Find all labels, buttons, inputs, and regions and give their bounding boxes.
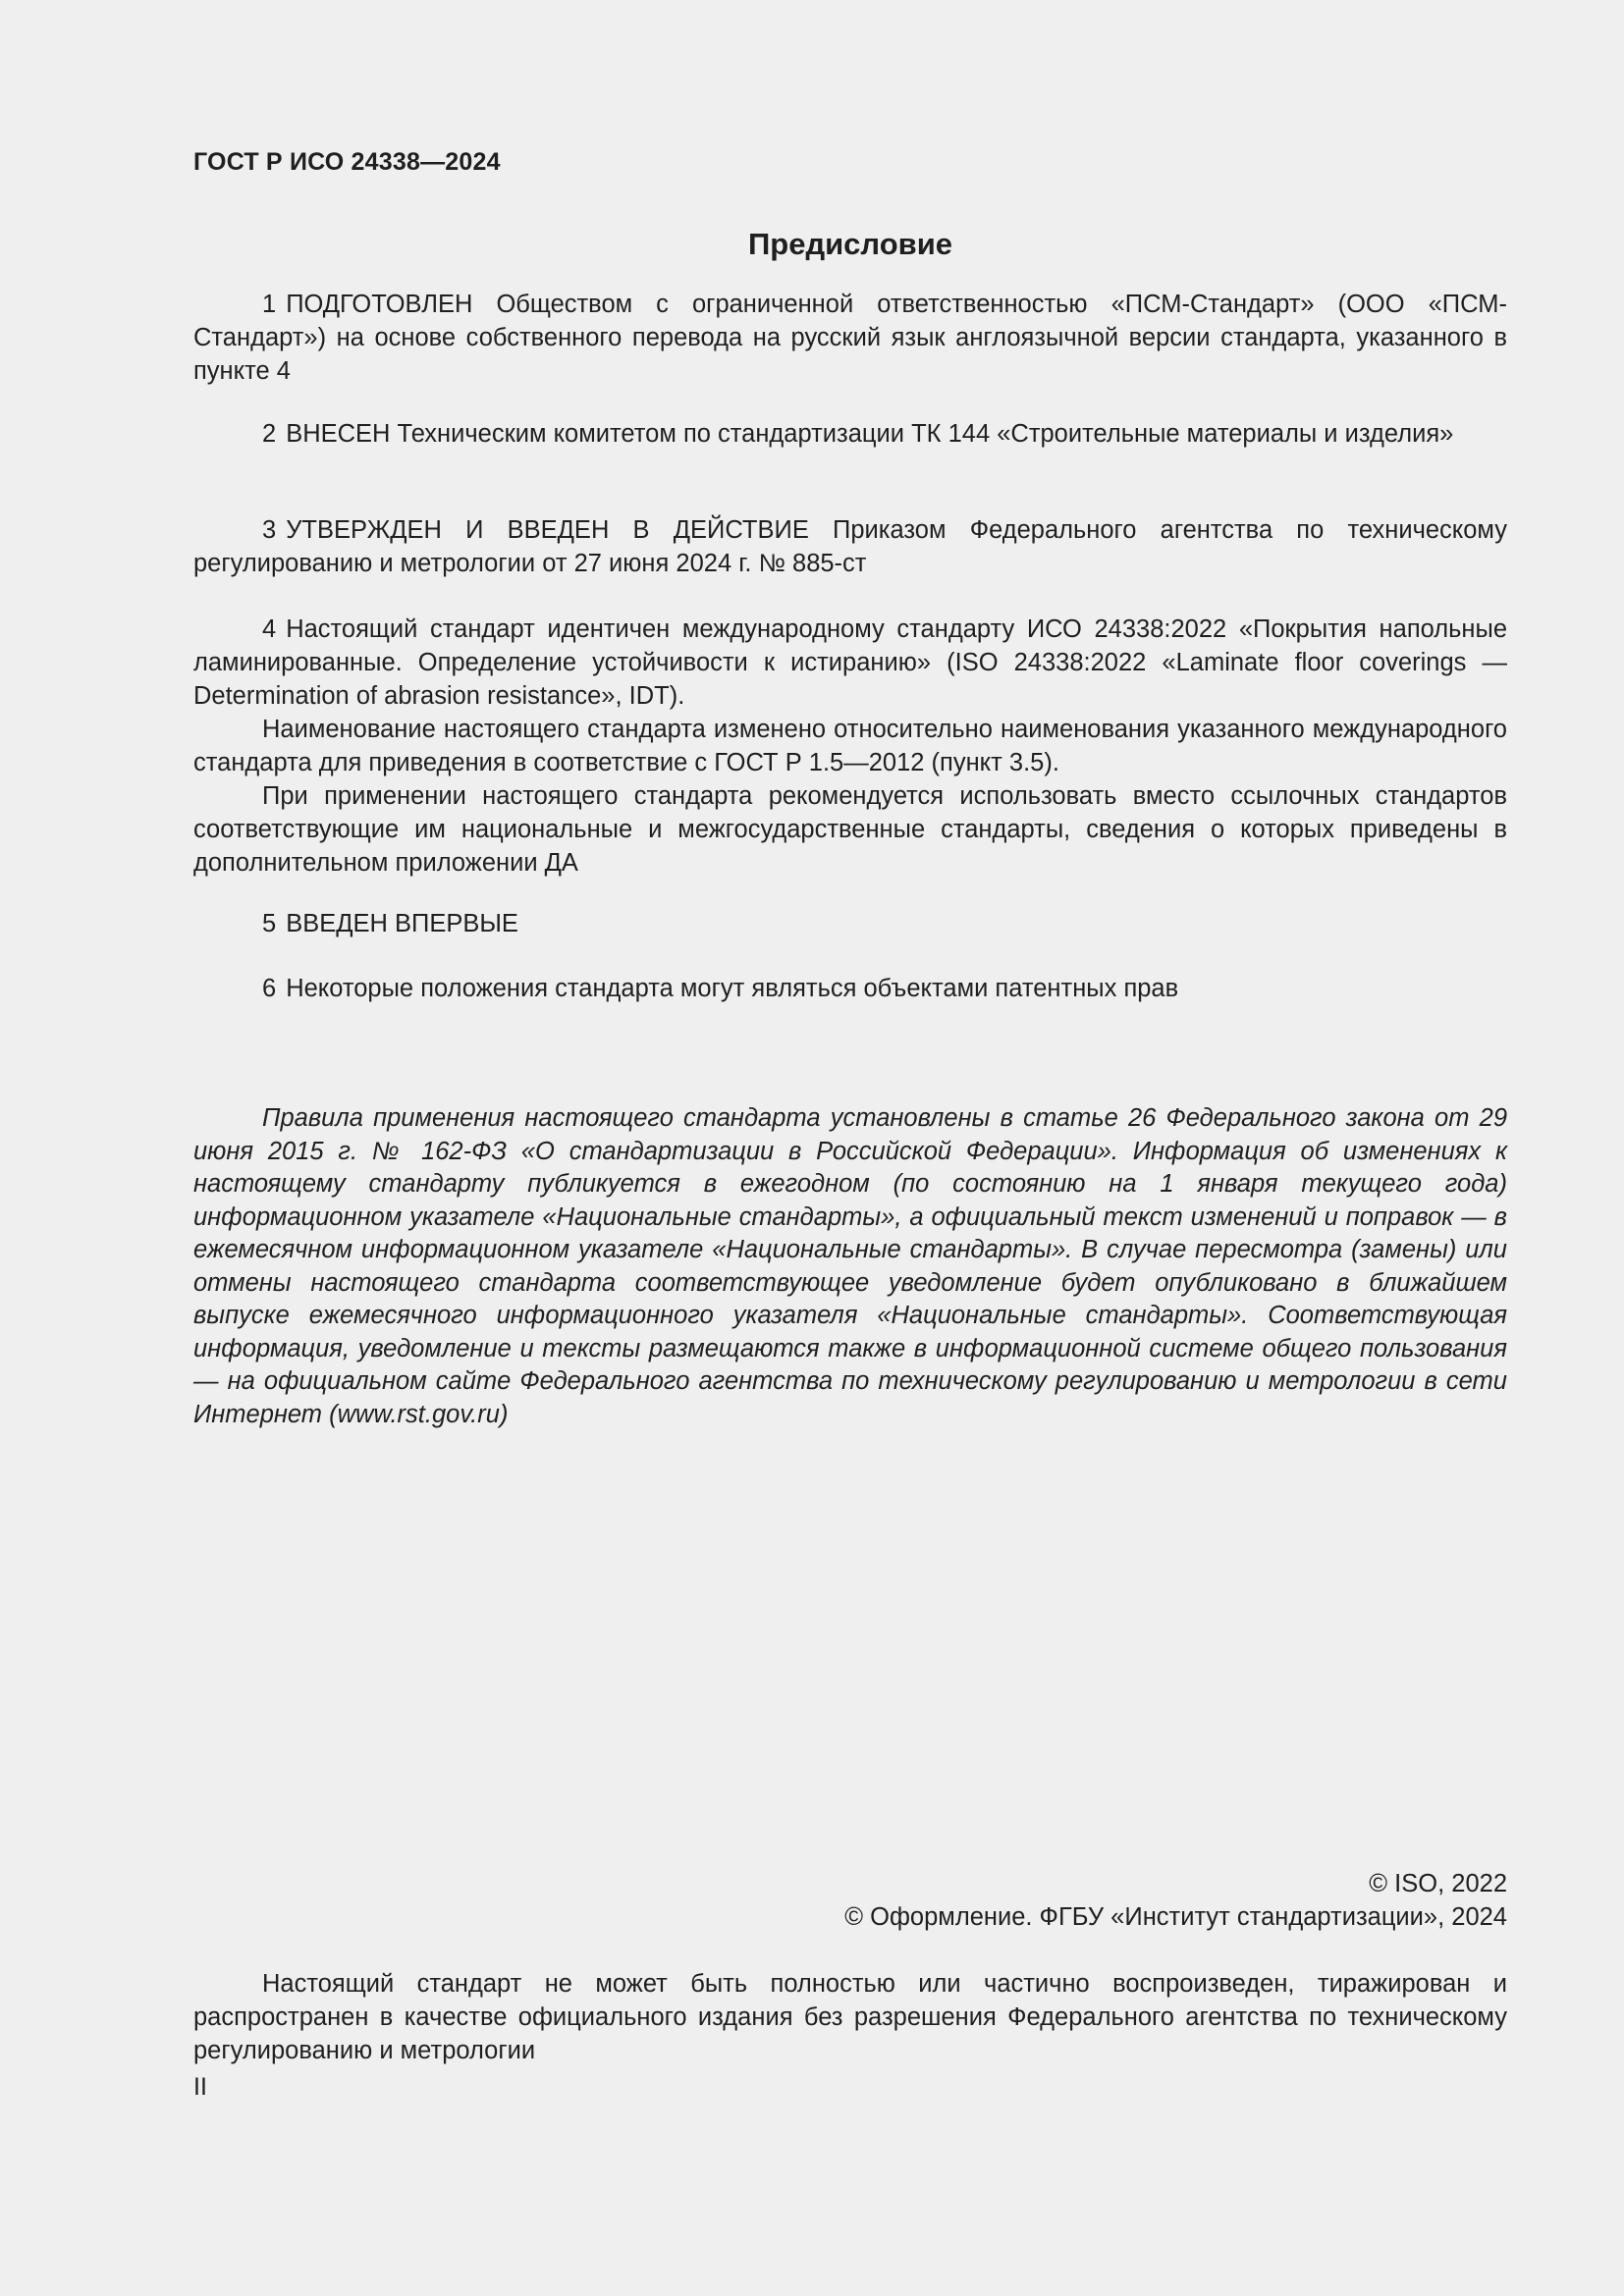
rules-of-application-notice: Правила применения настоящего стандарта установлены в статье 26 Федерального закона от 29 июня 2015 г. № 162-ФЗ «О стандартизации в Российской Федерации». Информация об изменениях к настоящему стандарту публикуется в ежегодном (по состоянию на 1 января текущего года) информационном указателе «Национальные стандарты», а официальный текст изменений и поправок — в ежемесячном информационном указателе «Национальные стандарты». В случае пересмотра (замены) или отмены настоящего стандарта соответствующее уведомление будет опубликовано в ближайшем выпуске ежемесячного информационного указателя «Национальные стандарты». Соответствующая информация, уведомление и тексты размещаются также в информационной системе общего пользования — на официальном сайте Федерального агентства по техническому регулированию и метрологии в сети Интернет (www.rst.gov.ru) [193,1104,1507,1428]
foreword-item-1 [193,288,1507,388]
item-number: 5 [262,910,277,937]
foreword-item-4 [193,613,1507,880]
item-text: ВВЕДЕН ВПЕРВЫЕ [286,910,518,937]
document-code-header: ГОСТ Р ИСО 24338—2024 [193,148,501,176]
item-4-paragraph-3: При применении настоящего стандарта рекомендуется использовать вместо ссылочных стандартов соответствующие им национальные и межгосударственные стандарты, сведения о которых приведены в дополнительном приложении ДА [193,782,1507,877]
item-number: 1 [262,291,277,318]
item-number: 6 [262,975,277,1002]
item-text: Настоящий стандарт идентичен международному стандарту ИСО 24338:2022 «Покрытия напольные ламинированные. Определение устойчивости к истиранию» (ISO 24338:2022 «Laminate floor coverings — Determination of abrasion resistance», IDT). [193,615,1507,710]
item-number: 3 [262,516,277,544]
foreword-item-6 [193,972,1507,1005]
reproduction-notice: Настоящий стандарт не может быть полностью или частично воспроизведен, тиражирован и распространен в качестве официального издания без разрешения Федерального агентства по техническому регулированию и метрологии [193,1970,1507,2064]
item-text: ПОДГОТОВЛЕН Обществом с ограниченной ответственностью «ПСМ-Стандарт» (ООО «ПСМ-Стандарт») на основе собственного перевода на русский язык англоязычной версии стандарта, указанного в пункте 4 [193,291,1507,385]
item-text: Некоторые положения стандарта могут являться объектами патентных прав [286,975,1179,1002]
item-4-paragraph-2: Наименование настоящего стандарта изменено относительно наименования указанного международного стандарта для приведения в соответствие с ГОСТ Р 1.5—2012 (пункт 3.5). [193,716,1507,776]
foreword-item-5 [193,907,1507,940]
item-text: УТВЕРЖДЕН И ВВЕДЕН В ДЕЙСТВИЕ Приказом Федерального агентства по техническому регулированию и метрологии от 27 июня 2024 г. № 885-ст [193,516,1507,577]
iso-copyright: © ISO, 2022 [1369,1870,1507,1897]
item-number: 4 [262,615,277,643]
design-copyright: © Оформление. ФГБУ «Институт стандартизации», 2024 [844,1903,1507,1931]
page-number: II [193,2073,207,2101]
item-number: 2 [262,420,277,448]
page-title: Предисловие [747,227,952,261]
foreword-item-3 [193,513,1507,580]
foreword-item-2 [193,417,1507,451]
item-text: ВНЕСЕН Техническим комитетом по стандартизации ТК 144 «Строительные материалы и изделия» [286,420,1454,448]
copyright-block [844,1867,1507,1934]
